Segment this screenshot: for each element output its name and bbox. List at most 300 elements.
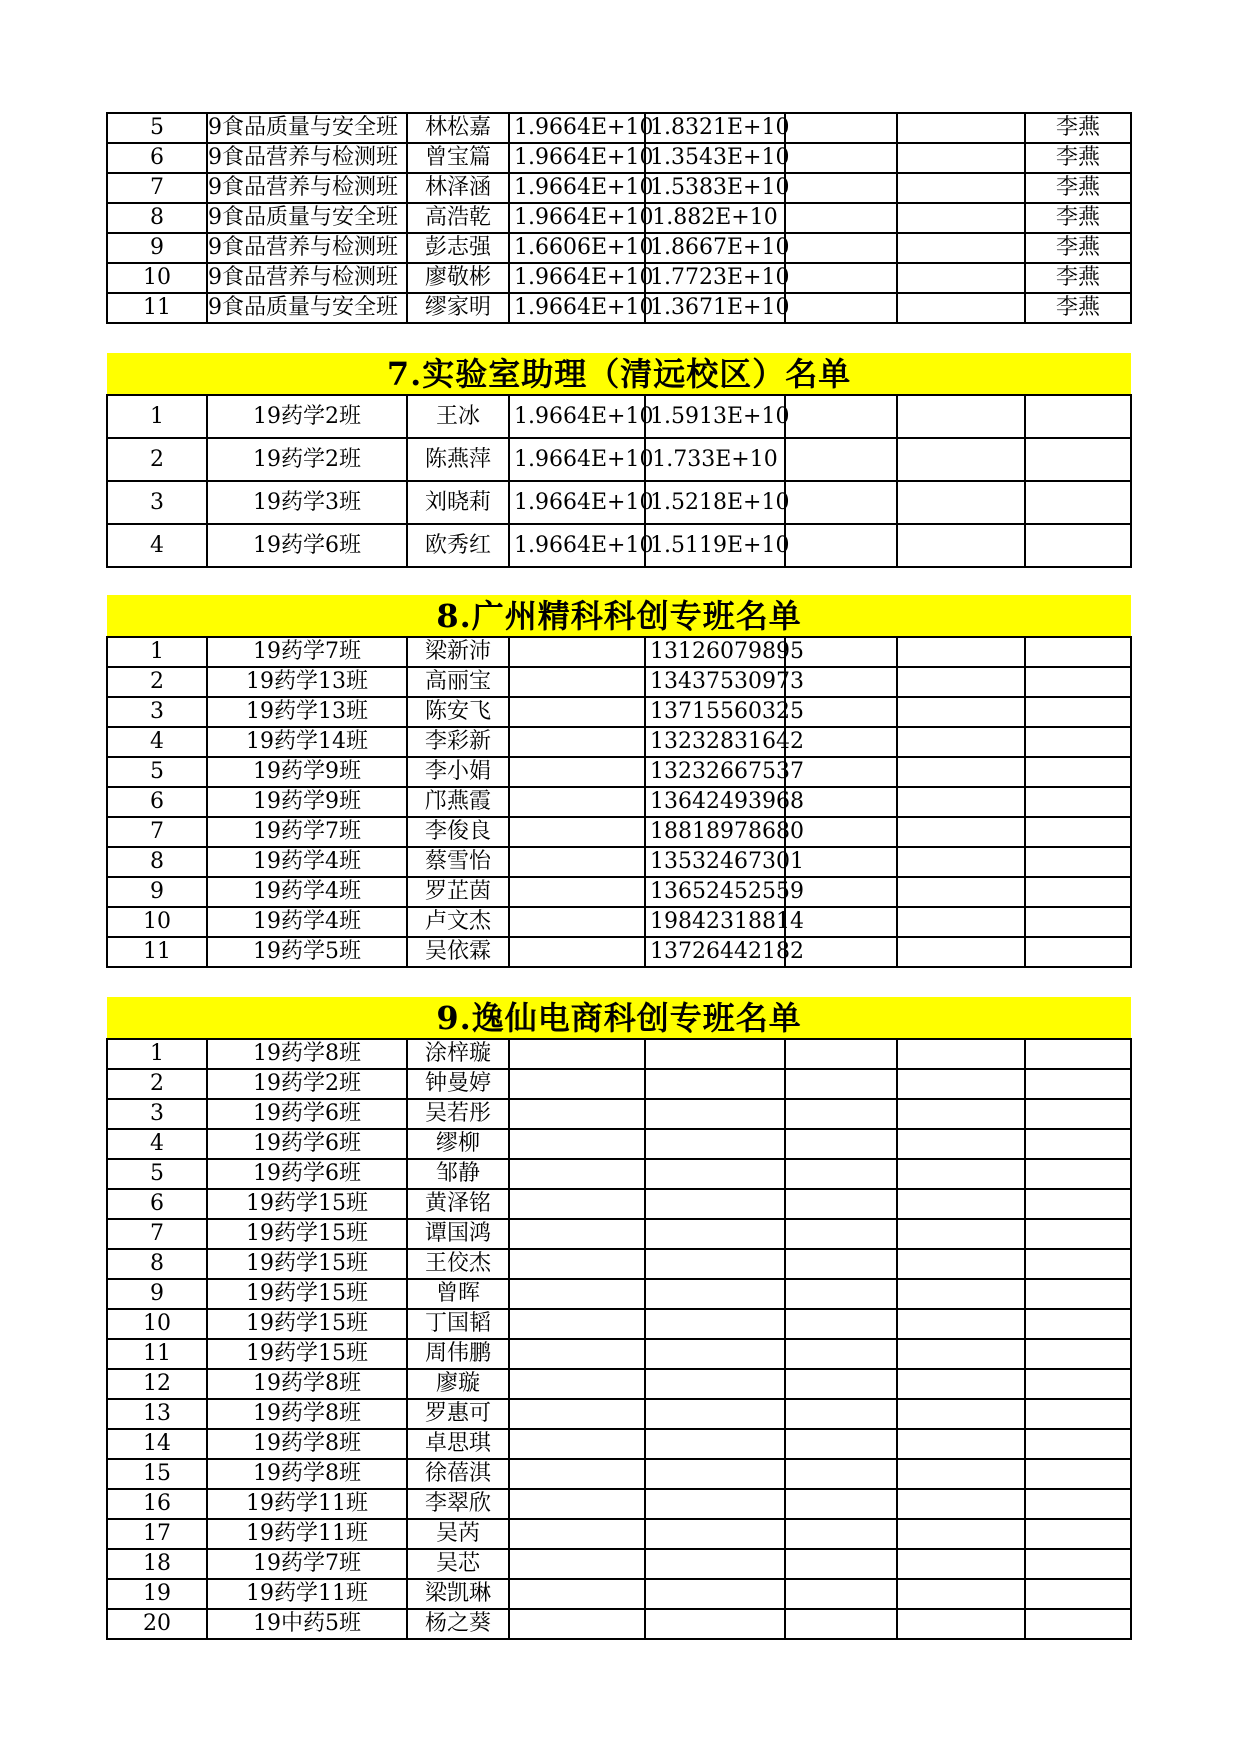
- cell-c8: [1025, 1279, 1131, 1309]
- cell-c6: [785, 1369, 897, 1399]
- cell-id2: 1.7723E+10: [645, 263, 785, 293]
- cell-no: 4: [107, 727, 207, 757]
- cell-name: 高丽宝: [407, 667, 509, 697]
- cell-c7: [897, 1159, 1025, 1189]
- cell-c6: [785, 1219, 897, 1249]
- cell-class: 9食品质量与安全班: [207, 113, 407, 143]
- table-row: [107, 1459, 1131, 1489]
- cell-no: 18: [107, 1549, 207, 1579]
- cell-class: 19药学15班: [207, 1279, 407, 1309]
- cell-class: 19药学11班: [207, 1519, 407, 1549]
- cell-c8: [1025, 524, 1131, 567]
- cell-name: 邝燕霞: [407, 787, 509, 817]
- cell-id1: [509, 1399, 645, 1429]
- cell-class: 9食品营养与检测班: [207, 263, 407, 293]
- cell-c8: [1025, 1159, 1131, 1189]
- cell-c7: [897, 1429, 1025, 1459]
- cell-id2: 1.3543E+10: [645, 143, 785, 173]
- table-row: [107, 1039, 1131, 1069]
- cell-id1: [509, 1279, 645, 1309]
- cell-id2: [645, 1609, 785, 1639]
- cell-c8: [1025, 1519, 1131, 1549]
- cell-c7: [897, 1579, 1025, 1609]
- cell-no: 3: [107, 697, 207, 727]
- table-row: [107, 1309, 1131, 1339]
- cell-id1: [509, 817, 645, 847]
- cell-id2: [645, 1279, 785, 1309]
- cell-name: 王佼杰: [407, 1249, 509, 1279]
- cell-id2: 13532467301: [645, 847, 785, 877]
- cell-no: 5: [107, 757, 207, 787]
- table-row: [107, 143, 1131, 173]
- cell-id1: 1.9664E+10: [509, 438, 645, 481]
- cell-c8: [1025, 1399, 1131, 1429]
- cell-id1: [509, 1189, 645, 1219]
- cell-c7: [897, 1099, 1025, 1129]
- cell-id2: 13652452559: [645, 877, 785, 907]
- cell-c7: [897, 817, 1025, 847]
- cell-c6: [785, 1399, 897, 1429]
- cell-c7: [897, 1069, 1025, 1099]
- cell-no: 4: [107, 524, 207, 567]
- cell-no: 1: [107, 1039, 207, 1069]
- cell-no: 9: [107, 1279, 207, 1309]
- cell-id2: 13232667537: [645, 757, 785, 787]
- cell-c8: [1025, 1309, 1131, 1339]
- cell-id2: 1.3671E+10: [645, 293, 785, 323]
- cell-name: 罗芷茵: [407, 877, 509, 907]
- cell-c6: [785, 1459, 897, 1489]
- cell-c6: [785, 143, 897, 173]
- cell-id2: 13232831642: [645, 727, 785, 757]
- cell-id2: [645, 1549, 785, 1579]
- cell-no: 5: [107, 113, 207, 143]
- cell-no: 3: [107, 481, 207, 524]
- table-row: [107, 1519, 1131, 1549]
- table-top: [106, 112, 1132, 324]
- cell-no: 15: [107, 1459, 207, 1489]
- cell-c6: [785, 1309, 897, 1339]
- cell-id1: [509, 877, 645, 907]
- cell-class: 19药学5班: [207, 937, 407, 967]
- cell-c6: [785, 263, 897, 293]
- cell-id2: [645, 1339, 785, 1369]
- cell-no: 7: [107, 817, 207, 847]
- cell-c8: [1025, 787, 1131, 817]
- cell-id2: [645, 1309, 785, 1339]
- cell-c7: [897, 877, 1025, 907]
- cell-c7: [897, 667, 1025, 697]
- cell-c8: [1025, 1609, 1131, 1639]
- cell-name: 李俊良: [407, 817, 509, 847]
- cell-no: 9: [107, 877, 207, 907]
- cell-c8: 李燕: [1025, 143, 1131, 173]
- table-row: [107, 1249, 1131, 1279]
- table-row: [107, 727, 1131, 757]
- cell-id1: [509, 1129, 645, 1159]
- cell-c8: [1025, 1039, 1131, 1069]
- cell-id2: [645, 1159, 785, 1189]
- cell-id2: 18818978680: [645, 817, 785, 847]
- table-row: [107, 173, 1131, 203]
- cell-no: 9: [107, 233, 207, 263]
- table-row: [107, 1579, 1131, 1609]
- cell-class: 19药学7班: [207, 817, 407, 847]
- cell-class: 19药学2班: [207, 395, 407, 438]
- cell-class: 19药学8班: [207, 1429, 407, 1459]
- cell-c7: [897, 1549, 1025, 1579]
- cell-class: 19药学2班: [207, 438, 407, 481]
- cell-name: 吴若彤: [407, 1099, 509, 1129]
- cell-id1: 1.9664E+10: [509, 143, 645, 173]
- cell-c6: [785, 1099, 897, 1129]
- cell-c7: [897, 637, 1025, 667]
- cell-name: 陈燕萍: [407, 438, 509, 481]
- cell-id1: 1.9664E+10: [509, 113, 645, 143]
- cell-c8: [1025, 1549, 1131, 1579]
- table-row: [107, 233, 1131, 263]
- table-row: [107, 1549, 1131, 1579]
- cell-no: 7: [107, 173, 207, 203]
- cell-c6: [785, 1579, 897, 1609]
- cell-c7: [897, 907, 1025, 937]
- section7-title: 7.实验室助理（清远校区）名单: [107, 353, 1131, 395]
- table-section9: [106, 997, 1132, 1640]
- cell-c6: [785, 1249, 897, 1279]
- table-row: [107, 907, 1131, 937]
- cell-id1: [509, 847, 645, 877]
- cell-id2: 13715560325: [645, 697, 785, 727]
- cell-name: 廖璇: [407, 1369, 509, 1399]
- cell-no: 1: [107, 637, 207, 667]
- cell-c7: [897, 1369, 1025, 1399]
- cell-no: 14: [107, 1429, 207, 1459]
- cell-class: 19药学8班: [207, 1369, 407, 1399]
- cell-no: 10: [107, 1309, 207, 1339]
- cell-class: 19药学7班: [207, 1549, 407, 1579]
- cell-c6: [785, 113, 897, 143]
- table-row: [107, 1159, 1131, 1189]
- cell-c6: [785, 1609, 897, 1639]
- cell-id1: [509, 757, 645, 787]
- cell-id1: [509, 1369, 645, 1399]
- cell-name: 陈安飞: [407, 697, 509, 727]
- cell-id2: [645, 1189, 785, 1219]
- cell-no: 20: [107, 1609, 207, 1639]
- cell-no: 12: [107, 1369, 207, 1399]
- cell-c7: [897, 395, 1025, 438]
- cell-name: 罗惠可: [407, 1399, 509, 1429]
- cell-c8: [1025, 1339, 1131, 1369]
- cell-name: 卢文杰: [407, 907, 509, 937]
- cell-c7: [897, 293, 1025, 323]
- cell-name: 梁凯琳: [407, 1579, 509, 1609]
- cell-id1: 1.9664E+10: [509, 481, 645, 524]
- cell-name: 卓思琪: [407, 1429, 509, 1459]
- section9-title: 9.逸仙电商科创专班名单: [107, 997, 1131, 1039]
- cell-name: 刘晓莉: [407, 481, 509, 524]
- cell-c7: [897, 847, 1025, 877]
- cell-class: 19药学8班: [207, 1459, 407, 1489]
- cell-c6: [785, 524, 897, 567]
- table-row: [107, 637, 1131, 667]
- table-row: [107, 1069, 1131, 1099]
- cell-c7: [897, 1489, 1025, 1519]
- cell-c8: [1025, 697, 1131, 727]
- cell-id1: 1.6606E+10: [509, 233, 645, 263]
- table-row: [107, 1279, 1131, 1309]
- cell-c6: [785, 1189, 897, 1219]
- cell-name: 曾晖: [407, 1279, 509, 1309]
- cell-name: 彭志强: [407, 233, 509, 263]
- cell-c8: [1025, 1369, 1131, 1399]
- cell-c8: 李燕: [1025, 293, 1131, 323]
- cell-c7: [897, 173, 1025, 203]
- cell-name: 黄泽铭: [407, 1189, 509, 1219]
- cell-no: 11: [107, 293, 207, 323]
- cell-name: 谭国鸿: [407, 1219, 509, 1249]
- cell-id2: [645, 1519, 785, 1549]
- cell-c8: [1025, 1099, 1131, 1129]
- cell-id2: [645, 1579, 785, 1609]
- cell-c8: [1025, 727, 1131, 757]
- cell-id1: 1.9664E+10: [509, 395, 645, 438]
- cell-c7: [897, 1249, 1025, 1279]
- cell-name: 王冰: [407, 395, 509, 438]
- table-row: [107, 481, 1131, 524]
- table-row: [107, 787, 1131, 817]
- table-row: [107, 203, 1131, 233]
- cell-c8: [1025, 438, 1131, 481]
- cell-no: 19: [107, 1579, 207, 1609]
- cell-id1: [509, 787, 645, 817]
- cell-no: 6: [107, 143, 207, 173]
- cell-no: 7: [107, 1219, 207, 1249]
- cell-c6: [785, 1159, 897, 1189]
- cell-c7: [897, 757, 1025, 787]
- cell-c6: [785, 1339, 897, 1369]
- cell-id1: [509, 1519, 645, 1549]
- cell-c7: [897, 113, 1025, 143]
- cell-name: 林松嘉: [407, 113, 509, 143]
- cell-c6: [785, 173, 897, 203]
- cell-no: 1: [107, 395, 207, 438]
- cell-c6: [785, 481, 897, 524]
- cell-c7: [897, 143, 1025, 173]
- cell-c6: [785, 1549, 897, 1579]
- cell-c8: 李燕: [1025, 173, 1131, 203]
- cell-c7: [897, 1219, 1025, 1249]
- cell-name: 欧秀红: [407, 524, 509, 567]
- table-row: [107, 395, 1131, 438]
- cell-class: 9食品营养与检测班: [207, 173, 407, 203]
- cell-c6: [785, 1069, 897, 1099]
- cell-class: 19中药5班: [207, 1609, 407, 1639]
- cell-id1: [509, 697, 645, 727]
- cell-id2: 19842318814: [645, 907, 785, 937]
- table-row: [107, 937, 1131, 967]
- cell-name: 廖敬彬: [407, 263, 509, 293]
- cell-class: 19药学15班: [207, 1309, 407, 1339]
- cell-name: 高浩乾: [407, 203, 509, 233]
- cell-c8: [1025, 937, 1131, 967]
- cell-id2: 1.8321E+10: [645, 113, 785, 143]
- cell-no: 17: [107, 1519, 207, 1549]
- table-row: [107, 1399, 1131, 1429]
- cell-id2: 13437530973: [645, 667, 785, 697]
- cell-c6: [785, 395, 897, 438]
- cell-no: 16: [107, 1489, 207, 1519]
- cell-id2: [645, 1219, 785, 1249]
- cell-c7: [897, 481, 1025, 524]
- cell-class: 9食品质量与安全班: [207, 203, 407, 233]
- cell-no: 2: [107, 667, 207, 697]
- cell-id2: 1.8667E+10: [645, 233, 785, 263]
- cell-no: 11: [107, 937, 207, 967]
- cell-id1: [509, 907, 645, 937]
- cell-id1: [509, 667, 645, 697]
- cell-id1: [509, 1309, 645, 1339]
- cell-c6: [785, 1279, 897, 1309]
- table-row: [107, 524, 1131, 567]
- cell-name: 梁新沛: [407, 637, 509, 667]
- cell-id1: 1.9664E+10: [509, 173, 645, 203]
- cell-no: 4: [107, 1129, 207, 1159]
- cell-c8: [1025, 1219, 1131, 1249]
- cell-id2: 1.5383E+10: [645, 173, 785, 203]
- cell-name: 钟曼婷: [407, 1069, 509, 1099]
- table-row: [107, 113, 1131, 143]
- cell-class: 19药学13班: [207, 667, 407, 697]
- cell-id2: [645, 1369, 785, 1399]
- table-row: [107, 263, 1131, 293]
- cell-id2: [645, 1459, 785, 1489]
- cell-id2: [645, 1399, 785, 1429]
- cell-id2: 1.733E+10: [645, 438, 785, 481]
- cell-c8: 李燕: [1025, 263, 1131, 293]
- cell-id2: [645, 1249, 785, 1279]
- cell-id2: 13642493968: [645, 787, 785, 817]
- cell-c6: [785, 293, 897, 323]
- cell-c8: [1025, 757, 1131, 787]
- cell-id1: 1.9664E+10: [509, 524, 645, 567]
- cell-c7: [897, 697, 1025, 727]
- cell-c8: [1025, 877, 1131, 907]
- cell-id2: [645, 1099, 785, 1129]
- cell-name: 吴芮: [407, 1519, 509, 1549]
- cell-name: 丁国韬: [407, 1309, 509, 1339]
- cell-c6: [785, 1129, 897, 1159]
- cell-c7: [897, 1399, 1025, 1429]
- cell-c7: [897, 263, 1025, 293]
- cell-c8: 李燕: [1025, 203, 1131, 233]
- cell-c7: [897, 438, 1025, 481]
- table-row: [107, 1189, 1131, 1219]
- cell-id1: [509, 1549, 645, 1579]
- cell-class: 19药学4班: [207, 847, 407, 877]
- table-row: [107, 1609, 1131, 1639]
- table-row: [107, 877, 1131, 907]
- cell-c7: [897, 1609, 1025, 1639]
- cell-c7: [897, 1339, 1025, 1369]
- table-row: [107, 697, 1131, 727]
- cell-class: 19药学4班: [207, 877, 407, 907]
- cell-class: 19药学4班: [207, 907, 407, 937]
- cell-class: 9食品营养与检测班: [207, 143, 407, 173]
- cell-no: 10: [107, 263, 207, 293]
- cell-id1: [509, 1339, 645, 1369]
- cell-id1: [509, 1069, 645, 1099]
- cell-c7: [897, 727, 1025, 757]
- cell-c7: [897, 1129, 1025, 1159]
- table-row: [107, 1429, 1131, 1459]
- cell-name: 曾宝篇: [407, 143, 509, 173]
- cell-id1: [509, 727, 645, 757]
- cell-id2: 1.5913E+10: [645, 395, 785, 438]
- cell-id1: [509, 1579, 645, 1609]
- table-row: [107, 757, 1131, 787]
- cell-class: 9食品质量与安全班: [207, 293, 407, 323]
- cell-class: 19药学9班: [207, 787, 407, 817]
- cell-class: 19药学2班: [207, 1069, 407, 1099]
- cell-c8: [1025, 847, 1131, 877]
- cell-c7: [897, 1309, 1025, 1339]
- cell-class: 19药学15班: [207, 1219, 407, 1249]
- cell-id1: [509, 637, 645, 667]
- cell-c6: [785, 1489, 897, 1519]
- cell-c8: [1025, 1129, 1131, 1159]
- cell-c8: [1025, 1429, 1131, 1459]
- cell-name: 徐蓓淇: [407, 1459, 509, 1489]
- cell-c7: [897, 1039, 1025, 1069]
- cell-class: 19药学15班: [207, 1249, 407, 1279]
- cell-id2: [645, 1039, 785, 1069]
- cell-c8: [1025, 907, 1131, 937]
- cell-c8: [1025, 1249, 1131, 1279]
- cell-class: 19药学15班: [207, 1339, 407, 1369]
- cell-no: 11: [107, 1339, 207, 1369]
- cell-c8: [1025, 1579, 1131, 1609]
- cell-c6: [785, 233, 897, 263]
- cell-no: 10: [107, 907, 207, 937]
- cell-class: 19药学8班: [207, 1039, 407, 1069]
- cell-name: 李翠欣: [407, 1489, 509, 1519]
- cell-class: 19药学7班: [207, 637, 407, 667]
- cell-c6: [785, 1039, 897, 1069]
- cell-c6: [785, 438, 897, 481]
- cell-c8: [1025, 667, 1131, 697]
- cell-class: 9食品营养与检测班: [207, 233, 407, 263]
- cell-c8: [1025, 817, 1131, 847]
- cell-no: 2: [107, 438, 207, 481]
- cell-id2: 1.5218E+10: [645, 481, 785, 524]
- cell-id1: [509, 1249, 645, 1279]
- cell-c7: [897, 524, 1025, 567]
- cell-id1: [509, 1489, 645, 1519]
- cell-id1: [509, 1609, 645, 1639]
- cell-id2: [645, 1069, 785, 1099]
- cell-id1: 1.9664E+10: [509, 203, 645, 233]
- cell-c8: [1025, 1189, 1131, 1219]
- section8-title: 8.广州精科科创专班名单: [107, 595, 1131, 637]
- cell-c8: [1025, 1489, 1131, 1519]
- cell-class: 19药学9班: [207, 757, 407, 787]
- cell-no: 5: [107, 1159, 207, 1189]
- cell-id1: [509, 1039, 645, 1069]
- cell-name: 蔡雪怡: [407, 847, 509, 877]
- cell-c7: [897, 1459, 1025, 1489]
- cell-id2: 1.882E+10: [645, 203, 785, 233]
